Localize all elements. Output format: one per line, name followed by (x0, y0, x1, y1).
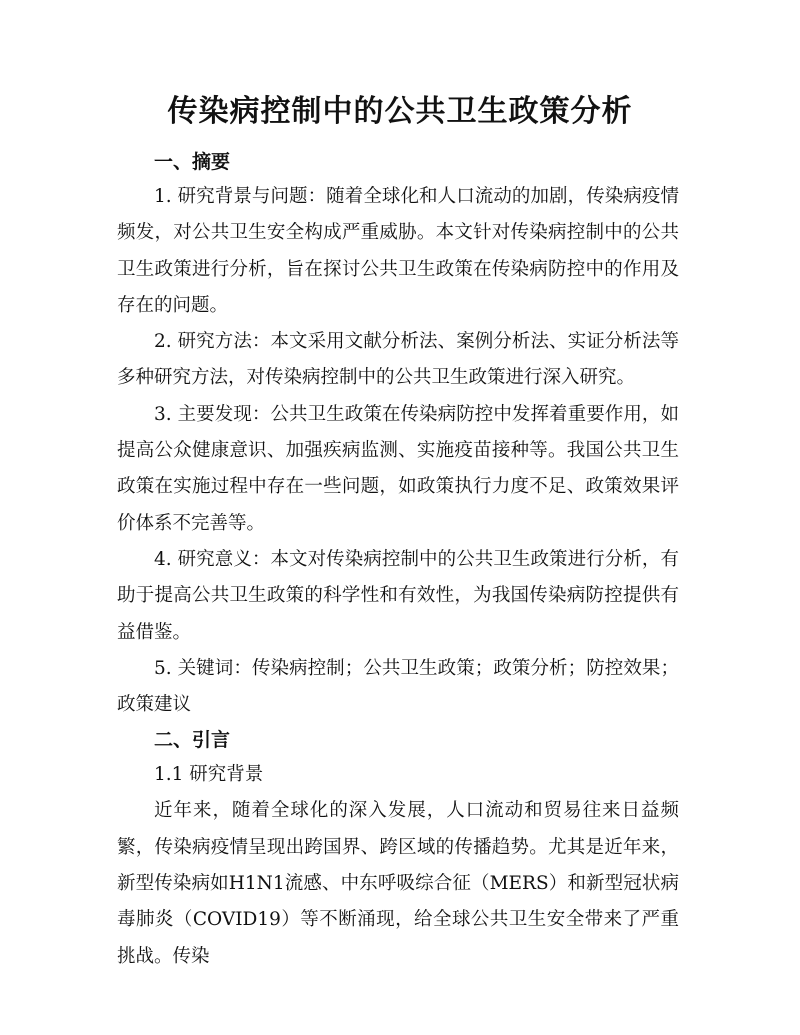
abstract-paragraph-keywords: 5. 关键词：传染病控制；公共卫生政策；政策分析；防控效果；政策建议 (117, 657, 679, 716)
introduction-paragraph: 近年来，随着全球化的深入发展，人口流动和贸易往来日益频繁，传染病疫情呈现出跨国界、跨区域的传播趋势。尤其是近年来，新型传染病如H1N1流感、中东呼吸综合征（MERS）和新型冠状病毒肺炎（COVID19）等不断涌现，给全球公共卫生安全带来了严重挑战。传染 (117, 800, 679, 967)
section-heading-introduction: 二、引言 (154, 729, 231, 752)
section-heading-abstract: 一、摘要 (154, 151, 231, 173)
abstract-paragraph-findings: 3. 主要发现：公共卫生政策在传染病防控中发挥着重要作用，如提高公众健康意识、加强疾病监测、实施疫苗接种等。我国公共卫生政策在实施过程中存在一些问题，如政策执行力度不足、政策效果评价体系不完善等。 (117, 403, 679, 534)
abstract-paragraph-significance: 4. 研究意义：本文对传染病控制中的公共卫生政策进行分析，有助于提高公共卫生政策的科学性和有效性，为我国传染病防控提供有益借鉴。 (117, 548, 679, 643)
document-title: 传染病控制中的公共卫生政策分析 (167, 94, 633, 129)
document-body (117, 145, 679, 975)
abstract-paragraph-background: 1. 研究背景与问题：随着全球化和人口流动的加剧，传染病疫情频发，对公共卫生安全构成严重威胁。本文针对传染病控制中的公共卫生政策进行分析，旨在探讨公共卫生政策在传染病防控中的作用及存在的问题。 (117, 186, 679, 316)
subsection-heading-background: 1.1 研究背景 (154, 764, 264, 786)
abstract-paragraph-methods: 2. 研究方法：本文采用文献分析法、案例分析法、实证分析法等多种研究方法，对传染病控制中的公共卫生政策进行深入研究。 (117, 331, 679, 389)
